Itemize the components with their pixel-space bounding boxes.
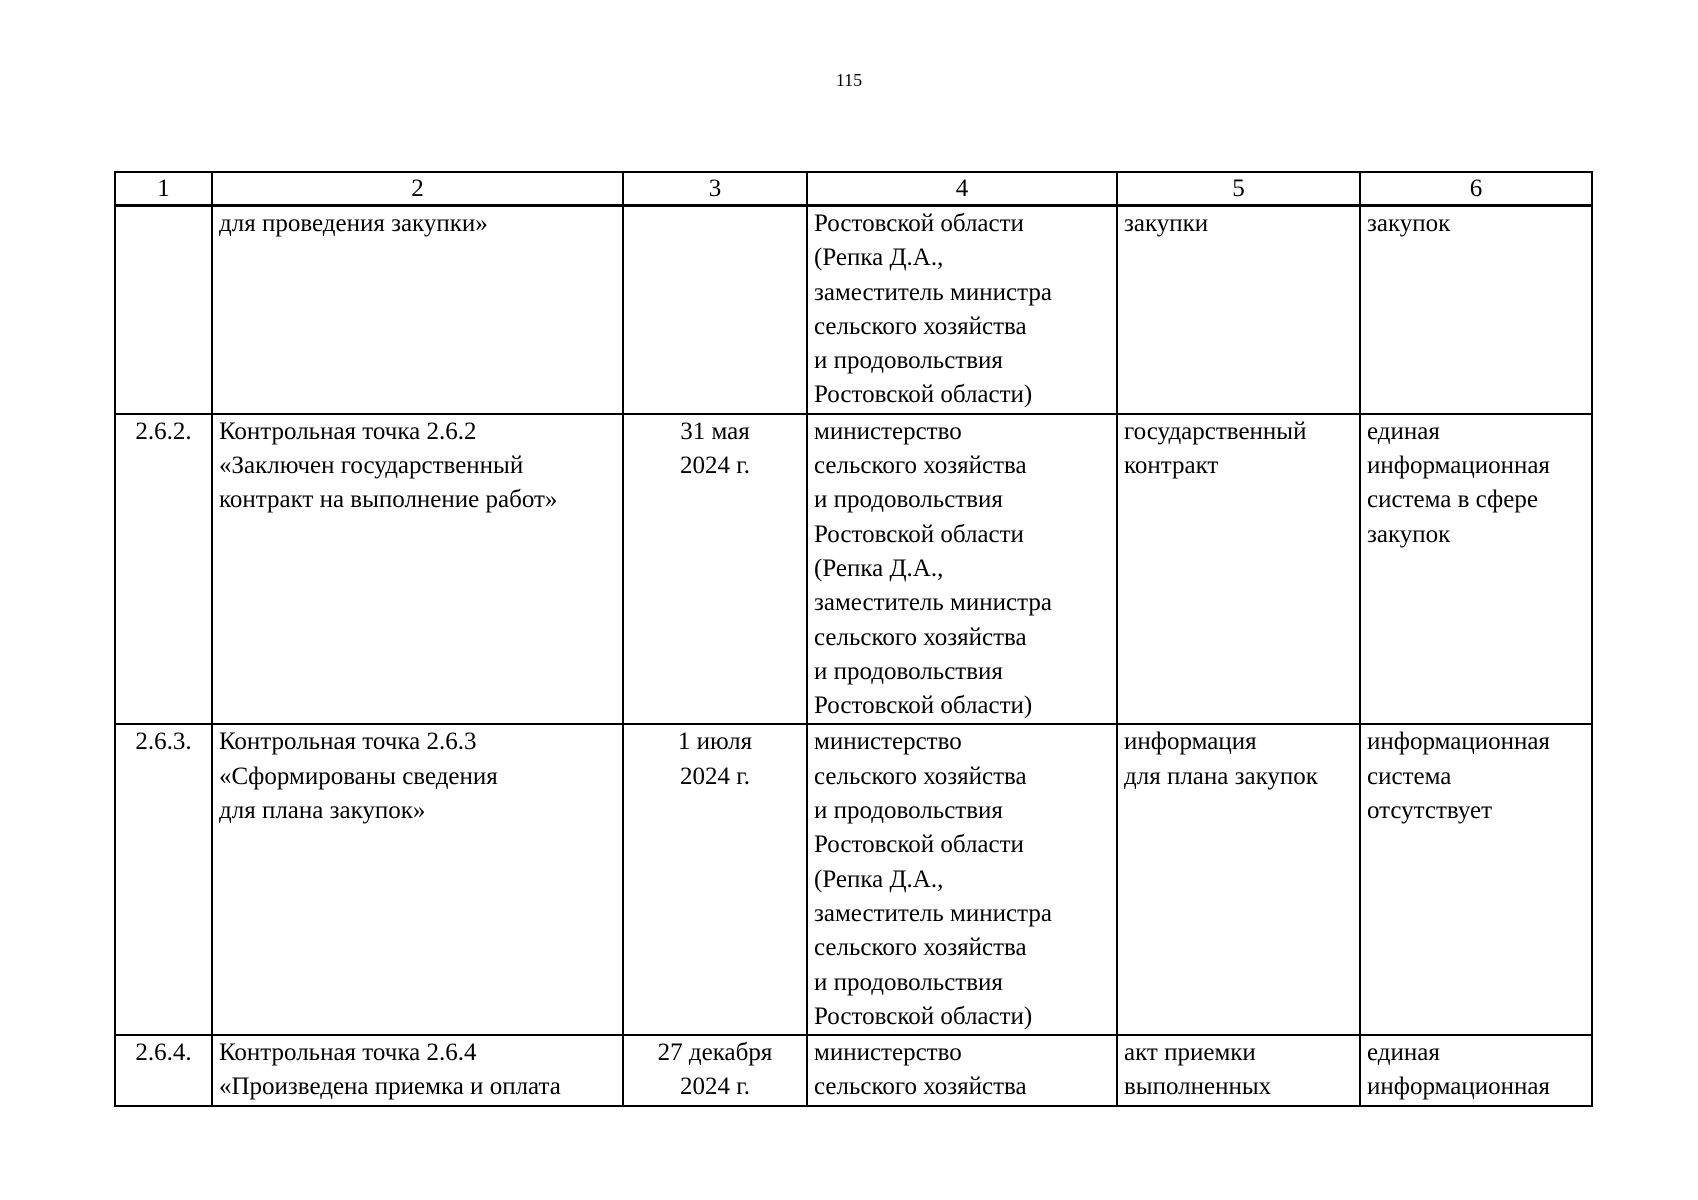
table-cell xyxy=(115,1035,212,1106)
table-cell xyxy=(1360,1035,1592,1106)
cell-text-line: сельского хозяйства xyxy=(814,452,1027,480)
cell-text-line: сельского хозяйства xyxy=(814,762,1027,790)
table-cell xyxy=(212,206,623,414)
header-row xyxy=(115,172,1592,206)
cell-text-line: министерство xyxy=(814,417,962,445)
table-row xyxy=(115,724,1592,1035)
table-cell xyxy=(212,414,623,725)
cell-text-line: и продовольствия xyxy=(814,347,1003,375)
cell-text-line: отсутствует xyxy=(1367,797,1493,825)
table-cell xyxy=(1360,724,1592,1035)
cell-text-line: Контрольная точка 2.6.4 xyxy=(219,1039,477,1067)
cell-text-line: для плана закупок» xyxy=(219,797,426,825)
table-cell xyxy=(1360,206,1592,414)
cell-text-line: для плана закупок xyxy=(1124,762,1318,790)
table-cell xyxy=(115,724,212,1035)
data-table xyxy=(114,171,1593,1107)
column-header: 6 xyxy=(1360,172,1592,206)
cell-text-line: и продовольствия xyxy=(814,797,1003,825)
cell-text-line: Ростовской области) xyxy=(814,1002,1033,1030)
cell-text-line: сельского хозяйства xyxy=(814,934,1027,962)
table-row xyxy=(115,414,1592,725)
cell-text-line: единая xyxy=(1367,1039,1440,1067)
cell-text-line: 27 декабря xyxy=(657,1039,773,1067)
table-cell xyxy=(212,1035,623,1106)
column-header: 5 xyxy=(1117,172,1360,206)
cell-text-line: (Репка Д.А., xyxy=(814,244,944,272)
table-cell xyxy=(807,206,1117,414)
cell-text-line: министерство xyxy=(814,1039,962,1067)
cell-text-line: Ростовской области) xyxy=(814,381,1033,409)
cell-text-line: министерство xyxy=(814,728,962,756)
cell-text-line: акт приемки xyxy=(1124,1039,1256,1067)
table-cell xyxy=(212,724,623,1035)
table-cell xyxy=(807,1035,1117,1106)
cell-text-line: для проведения закупки» xyxy=(219,210,488,237)
cell-text-line: 2.6.2. xyxy=(135,417,192,445)
cell-text-line: (Репка Д.А., xyxy=(814,554,944,582)
cell-text-line: сельского хозяйства xyxy=(814,1073,1027,1101)
page-number: 115 xyxy=(835,70,863,90)
table-cell xyxy=(807,724,1117,1035)
cell-text-line: информационная xyxy=(1367,452,1550,480)
cell-text-line: и продовольствия xyxy=(814,657,1003,685)
table-cell xyxy=(1360,414,1592,725)
cell-text-line: контракт xyxy=(1124,452,1219,480)
cell-text-line: 2024 г. xyxy=(680,452,750,480)
cell-text-line: 31 мая xyxy=(680,417,750,445)
cell-text-line: сельского хозяйства xyxy=(814,312,1027,340)
table-cell xyxy=(1117,414,1360,725)
cell-text-line: контракт на выполнение работ» xyxy=(219,486,558,514)
cell-text-line: закупок xyxy=(1367,210,1451,237)
cell-text-line: Контрольная точка 2.6.2 xyxy=(219,417,477,445)
cell-text-line: заместитель министра xyxy=(814,278,1052,306)
table-cell xyxy=(115,206,212,414)
cell-text-line: Ростовской области xyxy=(814,831,1024,859)
cell-text-line: 2.6.4. xyxy=(135,1039,192,1067)
table-cell xyxy=(623,414,807,725)
cell-text-line: 2.6.3. xyxy=(135,728,192,756)
table-row xyxy=(115,1035,1592,1106)
cell-text-line: Ростовской области xyxy=(814,210,1024,237)
cell-text-line: (Репка Д.А., xyxy=(814,865,944,893)
column-header: 3 xyxy=(623,172,807,206)
cell-text-line: закупок xyxy=(1367,520,1451,548)
cell-text-line: закупки xyxy=(1124,210,1209,237)
cell-text-line: государственный xyxy=(1124,417,1307,445)
table-cell xyxy=(807,414,1117,725)
table-cell xyxy=(623,1035,807,1106)
cell-text-line: информационная xyxy=(1367,1073,1550,1101)
cell-text-line: заместитель министра xyxy=(814,899,1052,927)
cell-text-line: информация xyxy=(1124,728,1257,756)
table-row xyxy=(115,206,1592,414)
table-cell xyxy=(1117,724,1360,1035)
table-cell xyxy=(115,414,212,725)
cell-text-line: и продовольствия xyxy=(814,486,1003,514)
cell-text-line: информационная xyxy=(1367,728,1550,756)
cell-text-line: 1 июля xyxy=(677,728,753,756)
cell-text-line: заместитель министра xyxy=(814,589,1052,617)
cell-text-line: сельского хозяйства xyxy=(814,623,1027,651)
cell-text-line: 2024 г. xyxy=(680,762,750,790)
column-header: 2 xyxy=(212,172,623,206)
cell-text-line: «Сформированы сведения xyxy=(219,762,498,790)
cell-text-line: система в сфере xyxy=(1367,486,1538,514)
column-header: 4 xyxy=(807,172,1117,206)
table-cell xyxy=(1117,1035,1360,1106)
cell-text-line: система xyxy=(1367,762,1452,790)
cell-text-line: 2024 г. xyxy=(680,1073,750,1101)
cell-text-line: Контрольная точка 2.6.3 xyxy=(219,728,477,756)
cell-text-line: Ростовской области xyxy=(814,520,1024,548)
cell-text-line: выполненных xyxy=(1124,1073,1272,1101)
cell-text-line: единая xyxy=(1367,417,1440,445)
table-cell xyxy=(623,724,807,1035)
cell-text-line: Ростовской области) xyxy=(814,692,1033,720)
column-header: 1 xyxy=(115,172,212,206)
table-cell xyxy=(1117,206,1360,414)
cell-text-line: «Произведена приемка и оплата xyxy=(219,1073,561,1101)
table-cell xyxy=(623,206,807,414)
cell-text-line: «Заключен государственный xyxy=(219,452,524,480)
cell-text-line: и продовольствия xyxy=(814,968,1003,996)
